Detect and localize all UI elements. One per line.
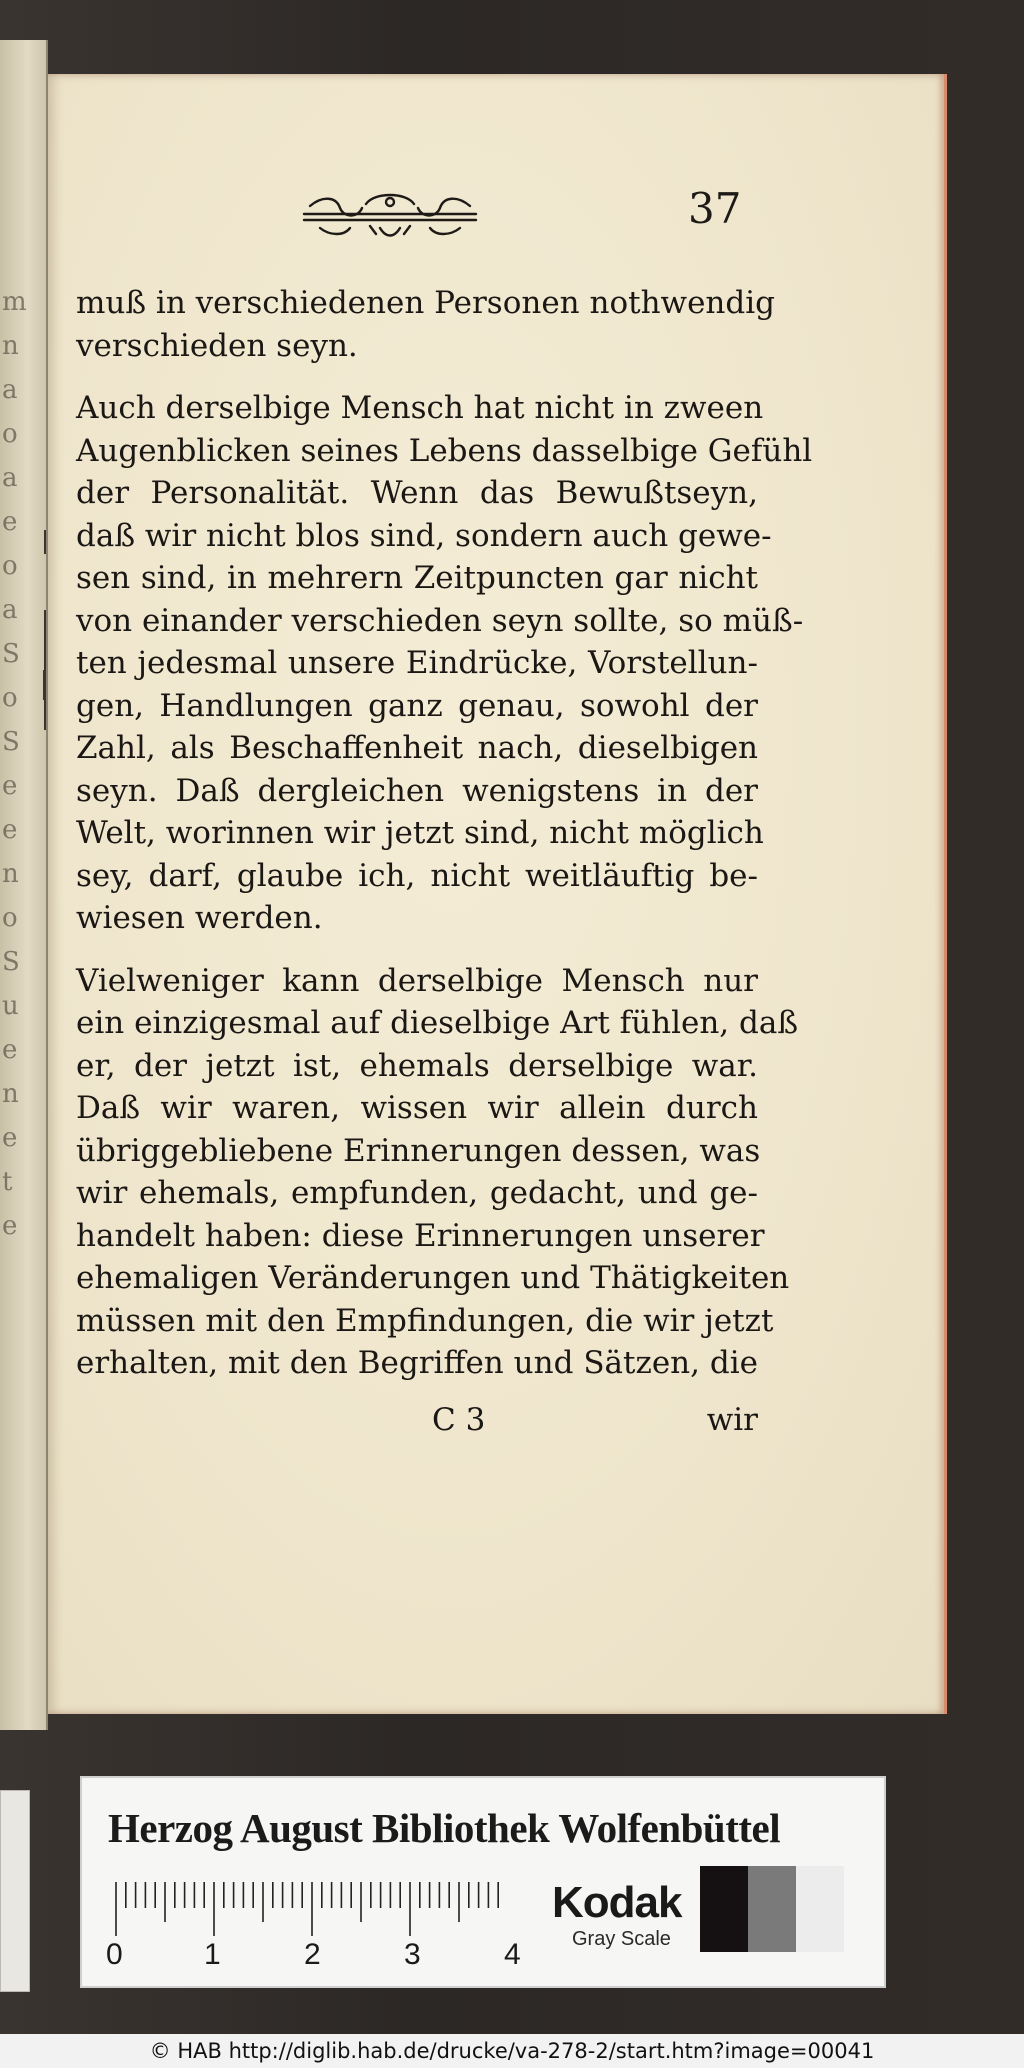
text-line: ehemaligen Veränderungen und Thätigkeiten — [76, 1260, 790, 1296]
page-number: 37 — [688, 184, 742, 233]
book-page — [48, 74, 947, 1714]
text-line: Daß wir waren, wissen wir allein durch — [76, 1090, 758, 1126]
text-line: sen sind, in mehrern Zeitpuncten gar nicht — [76, 560, 758, 596]
text-line: wiesen werden. — [76, 900, 323, 936]
text-line: Augenblicken seines Lebens dasselbige Gefühl — [76, 432, 813, 469]
text-line: erhalten, mit den Begriffen und Sätzen, die — [76, 1345, 758, 1381]
text-line: Auch derselbige Mensch hat nicht in zween — [76, 390, 764, 426]
previous-page-fragments: m n a o a e o a S o S e e n o S u e n e t e — [2, 287, 27, 1241]
text-line: Welt, worinnen wir jetzt sind, nicht möglich — [76, 815, 764, 851]
library-name: Herzog August Bibliothek Wolfenbüttel — [108, 1805, 781, 1851]
text-line: daß wir nicht blos sind, sondern auch gewe- — [76, 517, 772, 554]
ruler-number: 1 — [204, 1938, 221, 1971]
gray-scale-label: Gray Scale — [572, 1928, 671, 1950]
text-line: ein einzigesmal auf dieselbige Art fühlen, daß — [76, 1005, 799, 1041]
edge-sticker — [0, 1790, 30, 1992]
text-line: seyn. Daß dergleichen wenigstens in der — [76, 772, 758, 809]
text-line: sey, darf, glaube ich, nicht weitläuftig be- — [76, 857, 758, 894]
gray-swatch-mid — [748, 1866, 796, 1952]
previous-page-edge — [0, 40, 48, 1730]
signature-mark: C 3 — [432, 1402, 486, 1438]
ruler-number: 3 — [404, 1938, 421, 1971]
text-line: müssen mit den Empfindungen, die wir jetzt — [76, 1302, 774, 1339]
header-ornament — [300, 188, 480, 242]
text-line: ten jedesmal unsere Eindrücke, Vorstellun- — [76, 645, 758, 681]
text-line: gen, Handlungen ganz genau, sowohl der — [76, 687, 758, 724]
text-line: der Personalität. Wenn das Bewußtseyn, — [76, 475, 758, 511]
scale-card — [80, 1776, 886, 1988]
ruler-number: 0 — [106, 1938, 123, 1971]
body-text — [76, 282, 813, 1385]
text-line: von einander verschieden seyn sollte, so müß- — [76, 602, 804, 639]
kodak-logo: Kodak — [552, 1878, 682, 1927]
ruler-numbers — [106, 1938, 526, 1978]
text-line: verschieden seyn. — [76, 327, 358, 364]
attribution-bar: © HAB http://diglib.hab.de/drucke/va-278-2/start.htm?image=00041 — [0, 2034, 1024, 2068]
edge-mark — [44, 530, 47, 554]
text-line: wir ehemals, empfunden, gedacht, und ge- — [76, 1175, 758, 1211]
text-line: übriggebliebene Erinnerungen dessen, was — [76, 1132, 761, 1169]
gray-swatch-light — [796, 1866, 844, 1952]
text-line: Zahl, als Beschaffenheit nach, dieselbigen — [76, 730, 758, 766]
catchword: wir — [706, 1402, 758, 1438]
page-footer — [76, 1402, 758, 1444]
text-line: muß in verschiedenen Personen nothwendig — [76, 285, 775, 321]
text-line: er, der jetzt ist, ehemals derselbige war. — [76, 1047, 758, 1084]
ruler-scale — [112, 1882, 504, 1936]
ruler-number: 4 — [504, 1938, 521, 1971]
gray-swatch-black — [700, 1866, 748, 1952]
text-line: Vielweniger kann derselbige Mensch nur — [76, 962, 758, 999]
text-line: handelt haben: diese Erinnerungen unserer — [76, 1217, 765, 1254]
ruler-number: 2 — [304, 1938, 321, 1971]
